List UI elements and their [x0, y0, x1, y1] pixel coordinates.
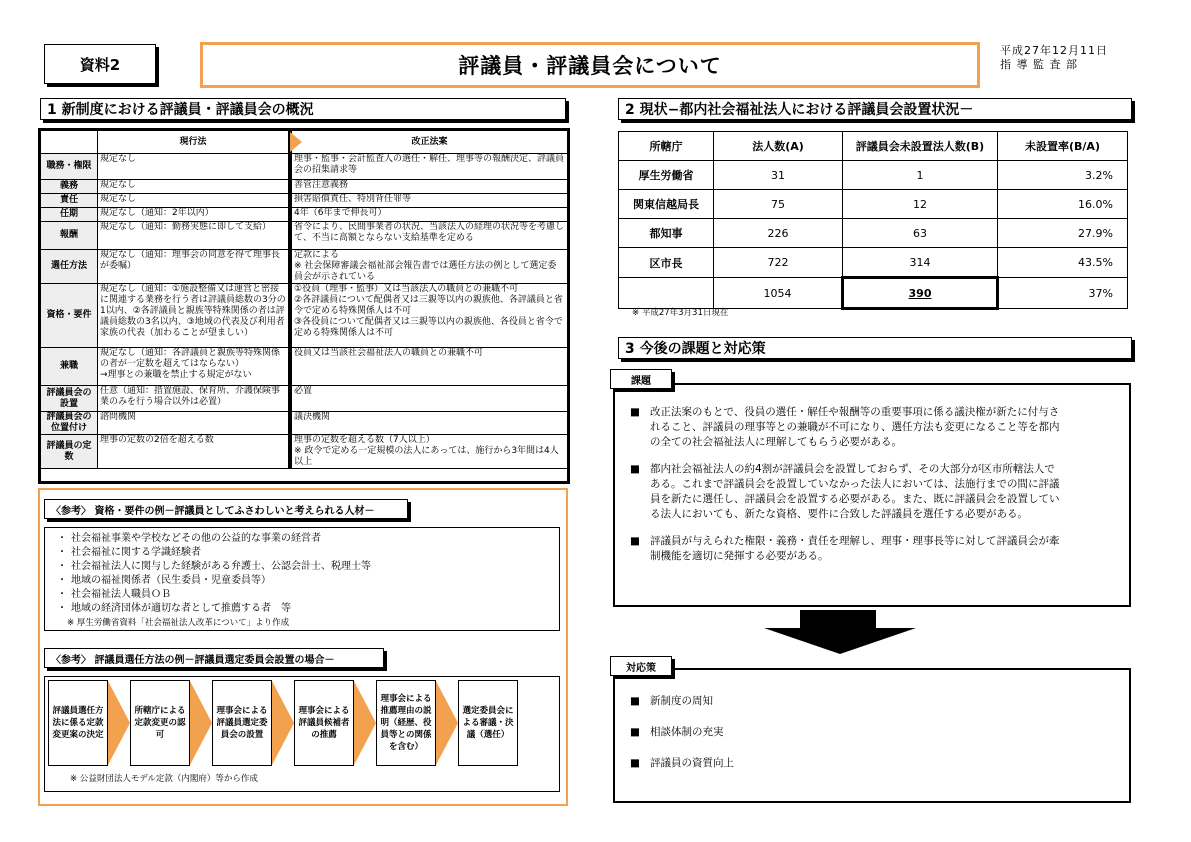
- flow-step: 理事会による評議員候補者の推薦: [294, 680, 354, 766]
- issuing-department: 指 導 監 査 部: [1000, 58, 1078, 71]
- column-header-revised: 改正法案: [290, 131, 568, 154]
- revised-law-cell: 損害賠償責任、特別背任罪等: [290, 194, 568, 208]
- status-column-header: 未設置率(B/A): [998, 132, 1128, 161]
- measure-item: [624, 694, 1064, 709]
- comparison-row: [41, 250, 568, 284]
- date-block: [1000, 44, 1130, 72]
- corp-count-cell: 226: [714, 219, 843, 248]
- flow-arrow-icon: [354, 681, 376, 765]
- comparison-row: [41, 412, 568, 435]
- comparison-row: [41, 194, 568, 208]
- reference2-note: ※ 公益財団法人モデル定款（内閣府）等から作成: [70, 774, 258, 784]
- issue-date: 平成27年12月11日: [1000, 44, 1108, 57]
- square-bullet-icon: ■: [630, 406, 640, 418]
- status-row: [619, 278, 1128, 309]
- reference1-item: ・ 社会福祉法人職員ＯＢ: [73, 588, 559, 602]
- flow-step: 所轄庁による定款変更の認可: [130, 680, 190, 766]
- row-label: 兼職: [41, 348, 98, 386]
- square-bullet-icon: ■: [630, 695, 640, 707]
- measure-item: [624, 725, 1064, 740]
- unestablished-rate-cell: 37%: [998, 278, 1128, 309]
- issues-tag: 課題: [610, 369, 672, 389]
- measure-text: 新制度の周知: [650, 695, 713, 707]
- row-label: 評議員会の設置: [41, 386, 98, 412]
- square-bullet-icon: ■: [630, 535, 640, 547]
- corp-count-cell: 75: [714, 190, 843, 219]
- issue-text: 都内社会福祉法人の約4割が評議員会を設置しておらず、その大部分が区市所轄法人である。これまで評議員会を設置していなかった法人においては、法施行までの間に評議員を新たに選任し、評議員会を設置する必要がある。また、既に評議員会を設置している法人においても、新たな資格、要件に合致した評議員を選任する必要がある。: [650, 463, 1060, 520]
- unestablished-rate-cell: 3.2%: [998, 161, 1128, 190]
- issue-item: [624, 405, 1064, 450]
- down-arrow-stem: [800, 610, 876, 630]
- authority-cell: 区市長: [619, 248, 714, 278]
- revised-law-cell: 議決機関: [290, 412, 568, 435]
- revised-law-cell: 理事の定数を超える数（7人以上） ※ 政令で定める一定規模の法人にあっては、施行から3年間は4人以上: [290, 435, 568, 469]
- column-header-current: 現行法: [98, 131, 291, 154]
- current-law-cell: 規定なし（通知：勤務実態に即して支給）: [98, 222, 291, 250]
- selection-flow: [48, 680, 518, 766]
- comparison-row: [41, 284, 568, 348]
- flow-step: 理事会による評議員選定委員会の設置: [212, 680, 272, 766]
- flow-step: 評議員選任方法に係る定款変更案の決定: [48, 680, 108, 766]
- revised-law-cell: 役員又は当該社会福祉法人の職員との兼職不可: [290, 348, 568, 386]
- current-law-cell: 規定なし: [98, 154, 291, 180]
- revised-law-cell: 4年（6年まで伸長可）: [290, 208, 568, 222]
- row-label: 報酬: [41, 222, 98, 250]
- section2-heading: 2 現状−都内社会福祉法人における評議員会設置状況－: [618, 98, 1132, 120]
- issue-text: 評議員が与えられた権限・義務・責任を理解し、理事・理事長等に対して評議員会が牽制機能を適切に発揮する必要がある。: [650, 535, 1060, 562]
- revised-law-cell: 定款による ※ 社会保障審議会福祉部会報告書では選任方法の例として選定委員会が示されている: [290, 250, 568, 284]
- current-law-cell: 任意（通知：措置施設、保育所、介護保険事業のみを行う場合以外は必置）: [98, 386, 291, 412]
- revised-law-cell: 理事・監事・会計監査人の選任・解任、理事等の報酬決定、評議員会の招集請求等: [290, 154, 568, 180]
- row-label: 義務: [41, 180, 98, 194]
- comparison-row: [41, 386, 568, 412]
- comparison-row: [41, 154, 568, 180]
- authority-cell: 厚生労働省: [619, 161, 714, 190]
- reference1-item: ・ 地域の経済団体が適切な者として推薦する者 等: [73, 602, 559, 616]
- table-corner: [41, 131, 98, 154]
- current-law-cell: 諮問機関: [98, 412, 291, 435]
- revised-law-cell: 必置: [290, 386, 568, 412]
- unestablished-count-cell: 1: [843, 161, 998, 190]
- document-label: 資料2: [44, 44, 156, 84]
- unestablished-rate-cell: 27.9%: [998, 219, 1128, 248]
- flow-step: 理事会による推薦理由の説明（経歴、役員等との関係を含む）: [376, 680, 436, 766]
- measures-tag: 対応策: [610, 656, 672, 676]
- down-arrow-icon: [764, 628, 916, 654]
- reference1-item: ・ 社会福祉に関する学識経験者: [73, 546, 559, 560]
- square-bullet-icon: ■: [630, 726, 640, 738]
- status-table: [618, 131, 1128, 310]
- comparison-row: [41, 222, 568, 250]
- current-law-cell: 規定なし（通知：理事会の同意を得て理事長が委嘱）: [98, 250, 291, 284]
- page-title: 評議員・評議員会について: [200, 42, 980, 88]
- unestablished-count-cell: 314: [843, 248, 998, 278]
- issues-list: [624, 405, 1064, 576]
- reference1-heading: 〈参考〉 資格・要件の例－評議員としてふさわしいと考えられる人材－: [44, 499, 408, 519]
- square-bullet-icon: ■: [630, 463, 640, 475]
- row-label: 選任方法: [41, 250, 98, 284]
- status-column-header: 法人数(A): [714, 132, 843, 161]
- section2-note: ※ 平成27年3月31日現在: [632, 308, 729, 318]
- reference1-list: [45, 532, 559, 616]
- measure-item: [624, 756, 1064, 771]
- unestablished-count-cell: 63: [843, 219, 998, 248]
- current-law-cell: 規定なし（通知：2年以内）: [98, 208, 291, 222]
- status-column-header: 所轄庁: [619, 132, 714, 161]
- current-law-cell: 理事の定数の2倍を超える数: [98, 435, 291, 469]
- status-row: [619, 219, 1128, 248]
- unestablished-rate-cell: 43.5%: [998, 248, 1128, 278]
- status-column-header: 評議員会未設置法人数(B): [843, 132, 998, 161]
- reference1-note: ※ 厚生労働省資料「社会福祉法人改革について」より作成: [67, 618, 290, 628]
- authority-cell: 関東信越局長: [619, 190, 714, 219]
- comparison-row: [41, 348, 568, 386]
- row-label: 責任: [41, 194, 98, 208]
- current-law-cell: 規定なし: [98, 194, 291, 208]
- comparison-row: [41, 180, 568, 194]
- unestablished-count-cell: 390: [843, 278, 998, 309]
- current-law-cell: 規定なし（通知：①施設整備又は運営と密接に関連する業務を行う者は評議員総数の3分の1以内、②各評議員と親族等特殊関係の者は評議員総数の3名以内、③地域の代表及び利用者家族の代表（加わることが望ましい）: [98, 284, 291, 348]
- reference1-box: [44, 527, 560, 631]
- square-bullet-icon: ■: [630, 757, 640, 769]
- unestablished-rate-cell: 16.0%: [998, 190, 1128, 219]
- flow-arrow-icon: [436, 681, 458, 765]
- comparison-table: [40, 130, 568, 469]
- section1-heading: 1 新制度における評議員・評議員会の概況: [40, 98, 566, 120]
- revised-law-cell: 省令により、民間事業者の状況、当該法人の経理の状況等を考慮して、不当に高額とならない支給基準を定める: [290, 222, 568, 250]
- reference1-item: ・ 社会福祉法人に関与した経験がある弁護士、公認会計士、税理士等: [73, 560, 559, 574]
- authority-cell: 都知事: [619, 219, 714, 248]
- row-label: 職務・権限: [41, 154, 98, 180]
- status-row: [619, 190, 1128, 219]
- measures-list: [624, 694, 1064, 787]
- corp-count-cell: 722: [714, 248, 843, 278]
- comparison-row: [41, 435, 568, 469]
- issue-item: [624, 534, 1064, 564]
- section3-heading: 3 今後の課題と対応策: [618, 337, 1132, 359]
- current-law-cell: 規定なし: [98, 180, 291, 194]
- measure-text: 評議員の資質向上: [650, 757, 734, 769]
- corp-count-cell: 31: [714, 161, 843, 190]
- flow-arrow-icon: [108, 681, 130, 765]
- reference2-heading: 〈参考〉 評議員選任方法の例－評議員選定委員会設置の場合－: [44, 648, 384, 668]
- flow-step: 選定委員会による審議・決議（選任）: [458, 680, 518, 766]
- arrow-right-icon: [290, 132, 302, 152]
- measure-text: 相談体制の充実: [650, 726, 724, 738]
- corp-count-cell: 1054: [714, 278, 843, 309]
- reference1-item: ・ 地域の福祉関係者（民生委員・児童委員等）: [73, 574, 559, 588]
- row-label: 資格・要件: [41, 284, 98, 348]
- row-label: 評議員の定数: [41, 435, 98, 469]
- status-row: [619, 161, 1128, 190]
- unestablished-count-cell: 12: [843, 190, 998, 219]
- flow-arrow-icon: [272, 681, 294, 765]
- issue-item: [624, 462, 1064, 522]
- revised-law-cell: 善管注意義務: [290, 180, 568, 194]
- revised-law-cell: ①役員（理事・監事）又は当該法人の職員との兼職不可 ②各評議員について配偶者又は三親等以内の親族他、各評議員と省令で定める特殊関係人は不可 ③各役員について配偶者又は三親等以内の親族他、各役員と省令で定める特殊関係人は不可: [290, 284, 568, 348]
- flow-arrow-icon: [190, 681, 212, 765]
- comparison-row: [41, 208, 568, 222]
- status-row: [619, 248, 1128, 278]
- authority-cell: [619, 278, 714, 309]
- row-label: 評議員会の位置付け: [41, 412, 98, 435]
- current-law-cell: 規定なし（通知：各評議員と親族等特殊関係の者が一定数を超えてはならない） →理事との兼職を禁止する規定がない: [98, 348, 291, 386]
- reference1-item: ・ 社会福祉事業や学校などその他の公益的な事業の経営者: [73, 532, 559, 546]
- issue-text: 改正法案のもとで、役員の選任・解任や報酬等の重要事項に係る議決権が新たに付与されること、評議員の理事等との兼職が不可になり、選任方法も変更になること等を都内の全ての社会福祉法人に理解してもらう必要がある。: [650, 406, 1060, 448]
- row-label: 任期: [41, 208, 98, 222]
